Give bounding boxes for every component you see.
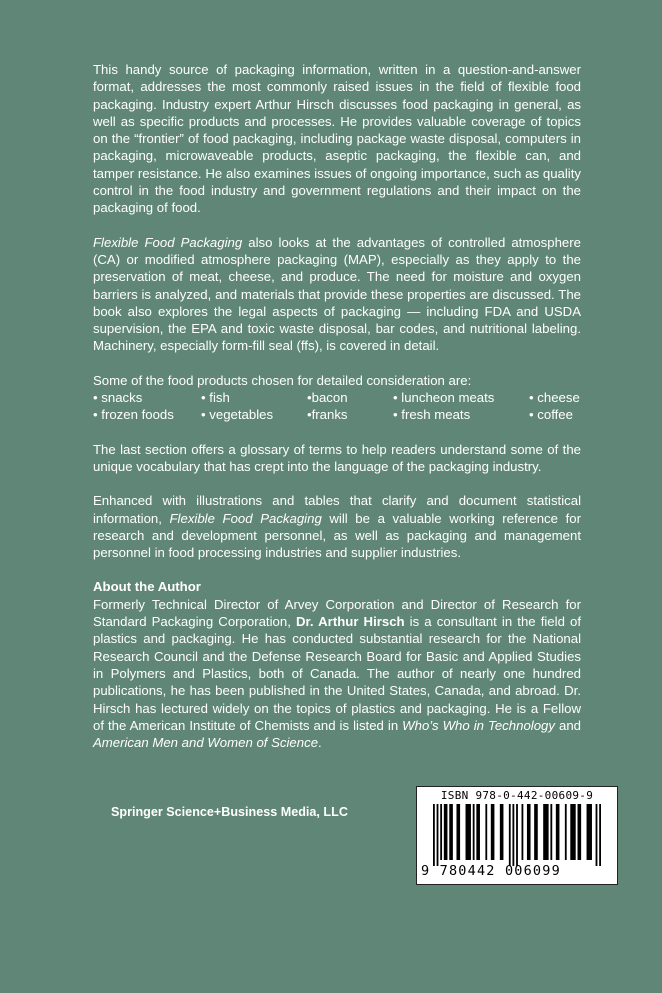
- list-item: • luncheon meats: [393, 390, 495, 406]
- description-paragraph-1: This handy source of packaging information, written in a question-and-answer format, addresses the most commonly raised issues in the field of flexible food packaging. Industry expert Arthur Hirsch discusses food packaging in general, as well as specific products and processes. He provides valuable coverage of topics on the “frontier” of food packaging, including package waste disposal, computers in packaging, microwaveable products, aseptic packaging, the flexible can, and tamper resistance. He also examines issues of ongoing importance, such as quality control in the food industry and government regulations and their impact on the packaging of food.: [93, 62, 581, 216]
- ean-digits: 9 780442 006099: [421, 863, 561, 879]
- barcode-bar: [522, 804, 524, 860]
- author-bio-middle: is a consultant in the field of plastics and packaging. He has conducted substantial research for the National Research Council and the Defense Research Board for Basic and Applied Studies in Polymers and Plastics, both of Canada. The author of nearly one hundred publications, he has been published in the United States, Canada, and abroad. Dr. Hirsch has lectured widely on the topics of plastics and packaging. He is a Fellow of the American Institute of Chemists and is listed in: [93, 614, 582, 733]
- reference-title: American Men and Women of Science: [93, 735, 319, 751]
- barcode-bar: [565, 804, 567, 860]
- description-paragraph-4: [93, 492, 581, 561]
- description-paragraph-2-text: also looks at the advantages of controlled atmosphere (CA) or modified atmosphere packaging (MAP), especially as they apply to the preservation of meat, cheese, and produce. The need for moisture and oxygen barriers is analyzed, and materials that provide these properties are discussed. The book also explores the legal aspects of packaging — including FDA and USDA supervision, the EPA and toxic waste disposal, bar codes, and nutritional labeling. Machinery, especially form-fill seal (ffs), is covered in detail.: [93, 234, 581, 354]
- barcode-bar: [437, 804, 439, 866]
- barcode-bar: [556, 804, 560, 860]
- description-paragraph-3: The last section offers a glossary of terms to help readers understand some of the unique vocabulary that has crept into the language of the packaging industry.: [93, 441, 581, 474]
- products-intro: Some of the food products chosen for detailed consideration are:: [93, 372, 472, 388]
- barcode-bar: [491, 804, 495, 860]
- book-title-italic: Flexible Food Packaging: [93, 234, 243, 250]
- author-name: Dr. Arthur Hirsch: [295, 614, 405, 630]
- author-bio: [93, 596, 581, 752]
- barcode-bar: [509, 804, 511, 866]
- list-item: • fish: [201, 390, 230, 406]
- reference-title: Who’s Who in Technology: [402, 717, 555, 733]
- list-item: •bacon: [307, 390, 348, 406]
- author-bio-and: and: [554, 717, 581, 733]
- barcode-bar: [476, 804, 480, 860]
- barcode-bar: [527, 804, 531, 860]
- book-title-italic: Flexible Food Packaging: [169, 510, 322, 526]
- barcode-bar: [578, 804, 582, 860]
- barcode-bar: [485, 804, 487, 860]
- paragraph-4-end: will be a valuable working reference for research and development personnel, as well as packaging and management personnel in food processing industries and supplier industries.: [93, 510, 581, 561]
- barcode-bar: [473, 804, 475, 860]
- barcode-bar: [516, 804, 518, 866]
- about-author-heading: About the Author: [93, 579, 201, 595]
- barcode-bar: [587, 804, 592, 860]
- barcode-bar: [596, 804, 598, 866]
- barcode-bar: [543, 804, 548, 860]
- barcode-bars: [433, 804, 601, 866]
- barcode-bar: [466, 804, 471, 860]
- barcode-bar: [449, 804, 453, 860]
- barcode-bar: [433, 804, 435, 866]
- publisher-name: Springer Science+Business Media, LLC: [111, 805, 348, 819]
- author-bio-start: Formerly Technical Director of Arvey Corporation and Director of Research for Standard Packaging Corporation,: [93, 596, 581, 630]
- list-item: • fresh meats: [393, 407, 471, 423]
- list-item: •franks: [307, 407, 348, 423]
- barcode-bar: [599, 804, 601, 866]
- barcode-bar: [512, 804, 514, 866]
- paragraph-4-start: Enhanced with illustrations and tables that clarify and document statistical information,: [93, 493, 581, 526]
- barcode-bar: [550, 804, 552, 860]
- list-item: • frozen foods: [93, 407, 174, 423]
- list-item: • cheese: [529, 390, 580, 406]
- list-item: • snacks: [93, 390, 143, 406]
- description-paragraph-2: [93, 234, 581, 355]
- barcode-bar: [534, 804, 538, 860]
- barcode-bar: [570, 804, 575, 860]
- isbn-barcode: [416, 786, 618, 885]
- barcode-bar: [444, 804, 448, 860]
- barcode-bar: [440, 804, 442, 860]
- food-products-list: [93, 389, 581, 424]
- isbn-label: ISBN 978-0-442-00609-9: [440, 789, 594, 802]
- list-item: • vegetables: [201, 407, 274, 423]
- author-bio-period: .: [318, 735, 322, 751]
- barcode-bar: [456, 804, 460, 860]
- list-item: • coffee: [529, 407, 573, 423]
- barcode-bar: [500, 804, 504, 860]
- cover-text: [93, 61, 581, 751]
